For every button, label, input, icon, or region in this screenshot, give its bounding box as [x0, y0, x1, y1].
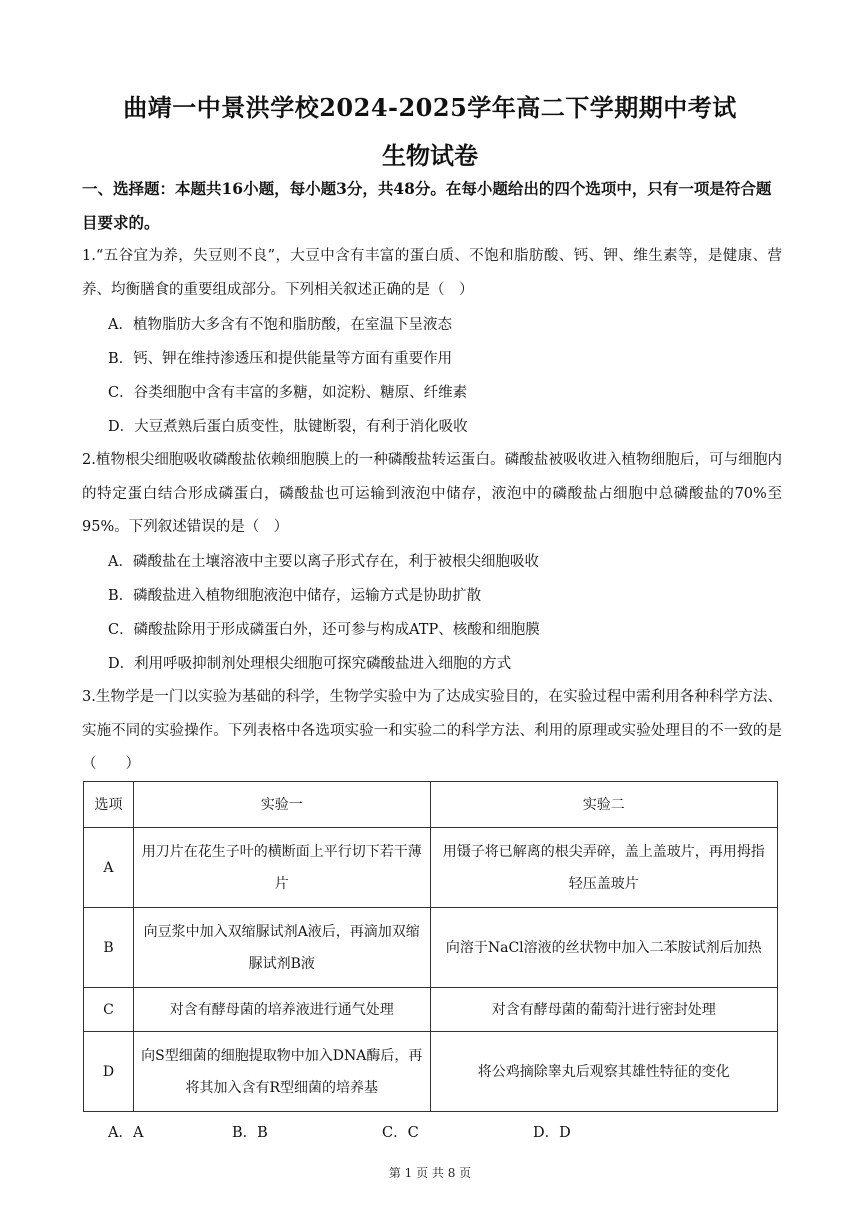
- question-2-option-d: D．利用呼吸抑制剂处理根尖细胞可探究磷酸盐进入细胞的方式: [108, 656, 512, 672]
- question-1-option-a: A．植物脂肪大多含有不饱和脂肪酸，在室温下呈液态: [108, 317, 452, 333]
- question-3-answer-c: C．C: [382, 1125, 419, 1141]
- table-cell: 对含有酵母菌的葡萄汁进行密封处理: [430, 988, 777, 1032]
- table-row: [84, 828, 778, 908]
- question-3-answer-d: D．D: [533, 1125, 571, 1141]
- exam-title: 曲靖一中景洪学校2024-2025学年高二下学期期中考试: [123, 93, 737, 122]
- table-cell: A: [84, 828, 134, 908]
- question-1-option-b: B．钙、钾在维持渗透压和提供能量等方面有重要作用: [108, 351, 453, 367]
- question-1-option-c: C．谷类细胞中含有丰富的多糖，如淀粉、糖原、纤维素: [108, 385, 468, 401]
- table-cell: 对含有酵母菌的培养液进行通气处理: [133, 988, 430, 1032]
- question-2-option-c: C．磷酸盐除用于形成磷蛋白外，还可参与构成ATP、核酸和细胞膜: [108, 622, 540, 638]
- page-number: 第 1 页 共 8 页: [388, 1166, 472, 1180]
- question-3-answer-a: A．A: [108, 1125, 144, 1141]
- table-cell: B: [84, 908, 134, 988]
- question-3-answer-b: B．B: [232, 1125, 268, 1141]
- experiment-table: [83, 781, 778, 1112]
- table-cell: 向溶于NaCl溶液的丝状物中加入二苯胺试剂后加热: [430, 908, 777, 988]
- table-header-cell: 选项: [84, 782, 134, 828]
- table-cell: 将公鸡摘除睾丸后观察其雄性特征的变化: [430, 1032, 777, 1112]
- question-2-stem: 2.植物根尖细胞吸收磷酸盐依赖细胞膜上的一种磷酸盐转运蛋白。磷酸盐被吸收进入植物细胞后，可与细胞内的特定蛋白结合形成磷蛋白，磷酸盐也可运输到液泡中储存，液泡中的磷酸盐占细胞中总磷酸盐的70%至95%。下列叙述错误的是（ ）: [82, 452, 782, 535]
- table-header-cell: 实验二: [430, 782, 777, 828]
- table-cell: D: [84, 1032, 134, 1112]
- question-2-option-a: A．磷酸盐在土壤溶液中主要以离子形式存在，利于被根尖细胞吸收: [108, 554, 539, 570]
- exam-subtitle: 生物试卷: [382, 141, 478, 170]
- question-1-stem: 1.“五谷宜为养，失豆则不良”，大豆中含有丰富的蛋白质、不饱和脂肪酸、钙、钾、维生素等，是健康、营养、均衡膳食的重要组成部分。下列相关叙述正确的是（ ）: [82, 248, 782, 298]
- table-header-cell: 实验一: [133, 782, 430, 828]
- table-cell: C: [84, 988, 134, 1032]
- table-cell: 向豆浆中加入双缩脲试剂A液后，再滴加双缩脲试剂B液: [133, 908, 430, 988]
- table-row: [84, 1032, 778, 1112]
- table-row: [84, 908, 778, 988]
- question-3-stem: 3.生物学是一门以实验为基础的科学，生物学实验中为了达成实验目的，在实验过程中需利用各种科学方法、实施不同的实验操作。下列表格中各选项实验一和实验二的科学方法、利用的原理或实验处理目的不一致的是（ ）: [82, 689, 782, 772]
- question-2-option-b: B．磷酸盐进入植物细胞液泡中储存，运输方式是协助扩散: [108, 588, 482, 604]
- section-heading: 一、选择题：本题共16小题，每小题3分，共48分。在每小题给出的四个选项中，只有一项是符合题目要求的。: [82, 179, 772, 232]
- question-1-option-d: D．大豆煮熟后蛋白质变性，肽键断裂，有利于消化吸收: [108, 419, 468, 435]
- table-cell: 向S型细菌的细胞提取物中加入DNA酶后，再将其加入含有R型细菌的培养基: [133, 1032, 430, 1112]
- table-cell: 用刀片在花生子叶的横断面上平行切下若干薄片: [133, 828, 430, 908]
- table-cell: 用镊子将已解离的根尖弄碎，盖上盖玻片，再用拇指轻压盖玻片: [430, 828, 777, 908]
- table-header-row: [84, 782, 778, 828]
- table-row: [84, 988, 778, 1032]
